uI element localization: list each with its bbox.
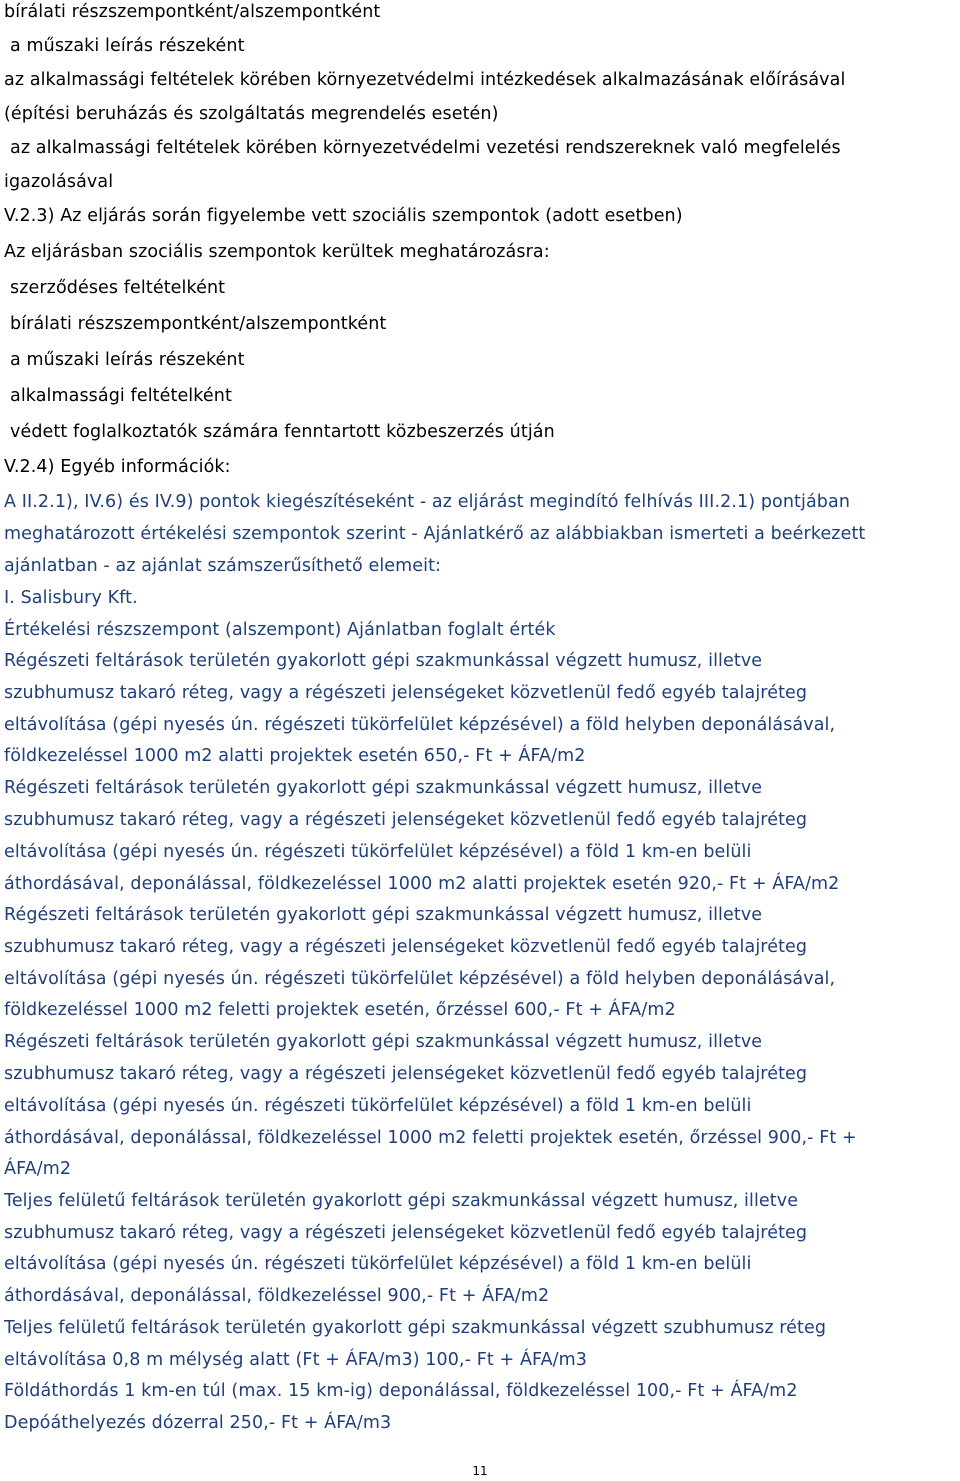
section-heading: V.2.3) Az eljárás során figyelembe vett szociális szempontok (adott esetben) bbox=[4, 206, 683, 226]
text-line: eltávolítása (gépi nyesés ún. régészeti tükörfelület képzésével) a föld 1 km-en belüli bbox=[4, 842, 752, 862]
text-line: földkezeléssel 1000 m2 feletti projektek esetén, őrzéssel 600,- Ft + ÁFA/m2 bbox=[4, 1000, 676, 1020]
page-number: 11 bbox=[472, 1464, 488, 1478]
text-line: Régészeti feltárások területén gyakorlott gépi szakmunkással végzett humusz, illetve bbox=[4, 778, 763, 798]
text-line: Teljes felületű feltárások területén gyakorlott gépi szakmunkással végzett szubhumusz réteg bbox=[4, 1318, 827, 1338]
text-line: I. Salisbury Kft. bbox=[4, 588, 138, 608]
text-line: áthordásával, deponálással, földkezeléssel 1000 m2 feletti projektek esetén, őrzéssel 900,- Ft + bbox=[4, 1128, 857, 1148]
text-line: eltávolítása (gépi nyesés ún. régészeti tükörfelület képzésével) a föld 1 km-en belüli bbox=[4, 1254, 752, 1274]
text-line: a műszaki leírás részeként bbox=[10, 350, 245, 370]
text-line: A II.2.1), IV.6) és IV.9) pontok kiegészítéseként - az eljárást megindító felhívás III.2.1) pontjában bbox=[4, 492, 851, 512]
text-line: Az eljárásban szociális szempontok kerültek meghatározásra: bbox=[4, 242, 550, 262]
text-line: Régészeti feltárások területén gyakorlott gépi szakmunkással végzett humusz, illetve bbox=[4, 905, 763, 925]
text-line: (építési beruházás és szolgáltatás megrendelés esetén) bbox=[4, 104, 499, 124]
text-line: szubhumusz takaró réteg, vagy a régészeti jelenségeket közvetlenül fedő egyéb talajréteg bbox=[4, 1064, 808, 1084]
text-line: földkezeléssel 1000 m2 alatti projektek esetén 650,- Ft + ÁFA/m2 bbox=[4, 746, 586, 766]
text-line: áthordásával, deponálással, földkezeléssel 1000 m2 alatti projektek esetén 920,- Ft + ÁFA/m2 bbox=[4, 874, 840, 894]
text-line: bírálati részszempontként/alszempontként bbox=[4, 2, 381, 22]
text-line: eltávolítása (gépi nyesés ún. régészeti tükörfelület képzésével) a föld helyben deponálásával, bbox=[4, 969, 836, 989]
text-line: az alkalmassági feltételek körében környezetvédelmi intézkedések alkalmazásának előírásával bbox=[4, 70, 846, 90]
text-line: Teljes felületű feltárások területén gyakorlott gépi szakmunkással végzett humusz, illetve bbox=[4, 1191, 799, 1211]
text-line: eltávolítása 0,8 m mélység alatt (Ft + ÁFA/m3) 100,- Ft + ÁFA/m3 bbox=[4, 1350, 588, 1370]
text-line: Depóáthelyezés dózerral 250,- Ft + ÁFA/m3 bbox=[4, 1413, 392, 1433]
text-line: szubhumusz takaró réteg, vagy a régészeti jelenségeket közvetlenül fedő egyéb talajréteg bbox=[4, 1223, 808, 1243]
text-line: igazolásával bbox=[4, 172, 114, 192]
text-line: alkalmassági feltételként bbox=[10, 386, 232, 406]
section-heading: V.2.4) Egyéb információk: bbox=[4, 457, 231, 477]
text-line: szerződéses feltételként bbox=[10, 278, 226, 298]
text-line: meghatározott értékelési szempontok szerint - Ajánlatkérő az alábbiakban ismerteti a beérkezett bbox=[4, 524, 866, 544]
text-line: Régészeti feltárások területén gyakorlott gépi szakmunkással végzett humusz, illetve bbox=[4, 651, 763, 671]
text-line: szubhumusz takaró réteg, vagy a régészeti jelenségeket közvetlenül fedő egyéb talajréteg bbox=[4, 683, 808, 703]
text-line: Régészeti feltárások területén gyakorlott gépi szakmunkással végzett humusz, illetve bbox=[4, 1032, 763, 1052]
text-line: szubhumusz takaró réteg, vagy a régészeti jelenségeket közvetlenül fedő egyéb talajréteg bbox=[4, 937, 808, 957]
text-line: védett foglalkoztatók számára fenntartott közbeszerzés útján bbox=[10, 422, 555, 442]
text-line: Földáthordás 1 km-en túl (max. 15 km-ig) deponálással, földkezeléssel 100,- Ft + ÁFA/m2 bbox=[4, 1381, 798, 1401]
text-line: az alkalmassági feltételek körében környezetvédelmi vezetési rendszereknek való megfelelés bbox=[10, 138, 841, 158]
text-line: eltávolítása (gépi nyesés ún. régészeti tükörfelület képzésével) a föld 1 km-en belüli bbox=[4, 1096, 752, 1116]
text-line: bírálati részszempontként/alszempontként bbox=[10, 314, 387, 334]
text-line: ÁFA/m2 bbox=[4, 1159, 72, 1179]
text-line: ajánlatban - az ajánlat számszerűsíthető elemeit: bbox=[4, 556, 442, 576]
text-line: áthordásával, deponálással, földkezeléssel 900,- Ft + ÁFA/m2 bbox=[4, 1286, 550, 1306]
text-line: szubhumusz takaró réteg, vagy a régészeti jelenségeket közvetlenül fedő egyéb talajréteg bbox=[4, 810, 808, 830]
text-line: a műszaki leírás részeként bbox=[10, 36, 245, 56]
text-line: Értékelési részszempont (alszempont) Ajánlatban foglalt érték bbox=[4, 620, 556, 640]
text-line: eltávolítása (gépi nyesés ún. régészeti tükörfelület képzésével) a föld helyben deponálásával, bbox=[4, 715, 836, 735]
